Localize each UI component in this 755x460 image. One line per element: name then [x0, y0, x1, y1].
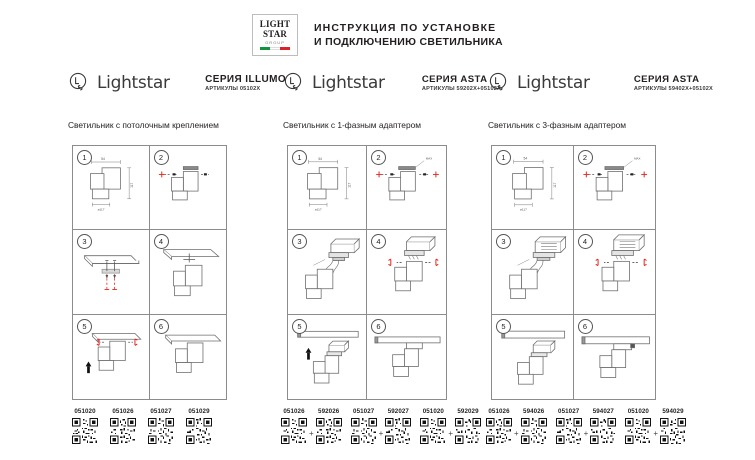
callout-label: MAX	[425, 156, 433, 161]
qr-code[interactable]	[420, 418, 446, 444]
step-cell-6	[574, 315, 656, 399]
step-number: 1	[292, 150, 307, 165]
code-label: 051027	[353, 408, 375, 415]
code-item	[625, 408, 651, 444]
plus-symbol: +	[653, 428, 659, 438]
step-number: 2	[578, 150, 593, 165]
svg-text:ø117: ø117	[519, 207, 527, 212]
series-name: СЕРИЯ ILLUMO	[205, 74, 286, 85]
code-item	[486, 408, 512, 444]
qr-code[interactable]	[521, 418, 547, 444]
callout-label: MAX	[633, 156, 640, 161]
qr-code[interactable]	[316, 418, 342, 444]
lightstar-bulb-icon	[68, 72, 90, 94]
code-item	[420, 408, 446, 444]
qr-code[interactable]	[385, 418, 411, 444]
code-label: 594026	[523, 408, 545, 415]
product-codes-asta-3phase	[486, 408, 686, 444]
step-cell-5	[492, 315, 574, 399]
code-item	[556, 408, 582, 444]
step-cell-3	[73, 230, 150, 314]
step-cell-6	[150, 315, 227, 399]
code-item	[385, 408, 411, 444]
plus-symbol: +	[514, 428, 519, 438]
step-cell-1	[288, 146, 367, 230]
code-label: 594029	[662, 408, 684, 415]
code-item	[72, 408, 98, 444]
product-codes-asta-1phase	[281, 408, 481, 444]
italian-flag-icon	[260, 47, 290, 50]
step-number: 2	[154, 150, 169, 165]
svg-text:54: 54	[318, 156, 323, 161]
step-number: 4	[371, 234, 386, 249]
code-label: 051026	[283, 408, 305, 415]
svg-text:ø117: ø117	[314, 207, 322, 212]
logo-text-star: STAR	[262, 28, 288, 39]
code-label: 051020	[74, 408, 96, 415]
step-grid-asta-1phase	[287, 145, 447, 400]
code-item	[316, 408, 342, 444]
qr-code[interactable]	[351, 418, 377, 444]
article-numbers: АРТИКУЛЫ 59402X+05102X	[633, 86, 713, 92]
code-label: 051027	[558, 408, 580, 415]
code-label: 592026	[318, 408, 340, 415]
code-item	[590, 408, 616, 444]
code-item	[148, 408, 174, 444]
step-cell-5	[288, 315, 367, 399]
step-number: 3	[496, 234, 511, 249]
code-item	[660, 408, 686, 444]
step-cell-6	[367, 315, 446, 399]
step-number: 4	[578, 234, 593, 249]
step-number: 6	[371, 319, 386, 334]
product-codes-illumo	[72, 408, 212, 444]
svg-text:54: 54	[523, 156, 528, 161]
code-label: 592027	[387, 408, 409, 415]
brand-name: Lightstar	[517, 73, 590, 93]
step-grid-illumo	[72, 145, 227, 400]
qr-code[interactable]	[455, 418, 481, 444]
step-cell-2	[367, 146, 446, 230]
qr-code[interactable]	[281, 418, 307, 444]
code-label: 594027	[592, 408, 614, 415]
step-grid-asta-3phase	[491, 145, 656, 400]
step-number: 2	[371, 150, 386, 165]
qr-code[interactable]	[625, 418, 651, 444]
title-line-1: ИНСТРУКЦИЯ ПО УСТАНОВКЕ	[314, 22, 497, 34]
step-cell-2	[150, 146, 227, 230]
qr-code[interactable]	[556, 418, 582, 444]
step-number: 6	[578, 319, 593, 334]
code-label: 051029	[188, 408, 210, 415]
code-label: 592029	[457, 408, 479, 415]
column-header-asta-1phase	[283, 68, 501, 130]
qr-code[interactable]	[486, 418, 512, 444]
step-cell-4	[150, 230, 227, 314]
step-number: 5	[292, 319, 307, 334]
svg-text:117: 117	[347, 182, 352, 188]
code-label: 051020	[422, 408, 444, 415]
code-item	[351, 408, 377, 444]
article-numbers: АРТИКУЛЫ 59202X+05102X	[421, 86, 501, 92]
code-label: 051026	[488, 408, 510, 415]
code-label: 051026	[112, 408, 134, 415]
step-cell-3	[288, 230, 367, 314]
series-name: СЕРИЯ ASTA	[633, 74, 700, 85]
step-cell-1	[73, 146, 150, 230]
column-subtitle: Светильник с потолочным креплением	[68, 120, 219, 130]
article-numbers: АРТИКУЛЫ 05102X	[205, 86, 261, 92]
step-cell-3	[492, 230, 574, 314]
brand-name: Lightstar	[97, 73, 170, 93]
code-item	[110, 408, 136, 444]
step-number: 1	[496, 150, 511, 165]
qr-code[interactable]	[660, 418, 686, 444]
step-cell-2	[574, 146, 656, 230]
step-number: 5	[496, 319, 511, 334]
title-line-2: И ПОДКЛЮЧЕНИЮ СВЕТИЛЬНИКА	[314, 36, 503, 48]
column-header-asta-3phase	[488, 68, 713, 130]
step-number: 1	[77, 150, 92, 165]
code-label: 051027	[150, 408, 172, 415]
plus-symbol: +	[583, 428, 589, 438]
code-item	[186, 408, 212, 444]
plus-symbol: +	[448, 428, 454, 438]
column-subtitle: Светильник с 3-фазным адаптером	[488, 120, 627, 130]
step-number: 4	[154, 234, 169, 249]
plus-symbol: +	[378, 428, 384, 438]
code-item	[521, 408, 547, 444]
series-name: СЕРИЯ ASTA	[421, 74, 488, 85]
lightstar-bulb-icon	[283, 72, 305, 94]
svg-text:54: 54	[101, 157, 105, 162]
lightstar-group-logo	[252, 14, 298, 56]
step-number: 3	[292, 234, 307, 249]
code-label: 051020	[627, 408, 649, 415]
step-cell-4	[574, 230, 656, 314]
column-header-illumo	[68, 68, 286, 130]
logo-text-group: GROUP	[265, 40, 285, 45]
logo-text-light: LIGHT	[259, 19, 291, 29]
qr-code[interactable]	[72, 418, 98, 444]
qr-code[interactable]	[590, 418, 616, 444]
code-item	[455, 408, 481, 444]
page-title	[314, 21, 503, 49]
svg-text:117: 117	[130, 182, 135, 188]
step-number: 5	[77, 319, 92, 334]
qr-code[interactable]	[110, 418, 136, 444]
step-cell-1	[492, 146, 574, 230]
svg-text:117: 117	[552, 182, 557, 188]
qr-code[interactable]	[186, 418, 212, 444]
document-header	[0, 14, 755, 56]
step-number: 3	[77, 234, 92, 249]
svg-text:ø117: ø117	[97, 207, 105, 212]
step-number: 6	[154, 319, 169, 334]
step-cell-4	[367, 230, 446, 314]
qr-code[interactable]	[148, 418, 174, 444]
brand-name: Lightstar	[312, 73, 385, 93]
plus-symbol: +	[309, 428, 314, 438]
code-item	[281, 408, 307, 444]
lightstar-bulb-icon	[488, 72, 510, 94]
step-cell-5	[73, 315, 150, 399]
column-subtitle: Светильник с 1-фазным адаптером	[283, 120, 422, 130]
